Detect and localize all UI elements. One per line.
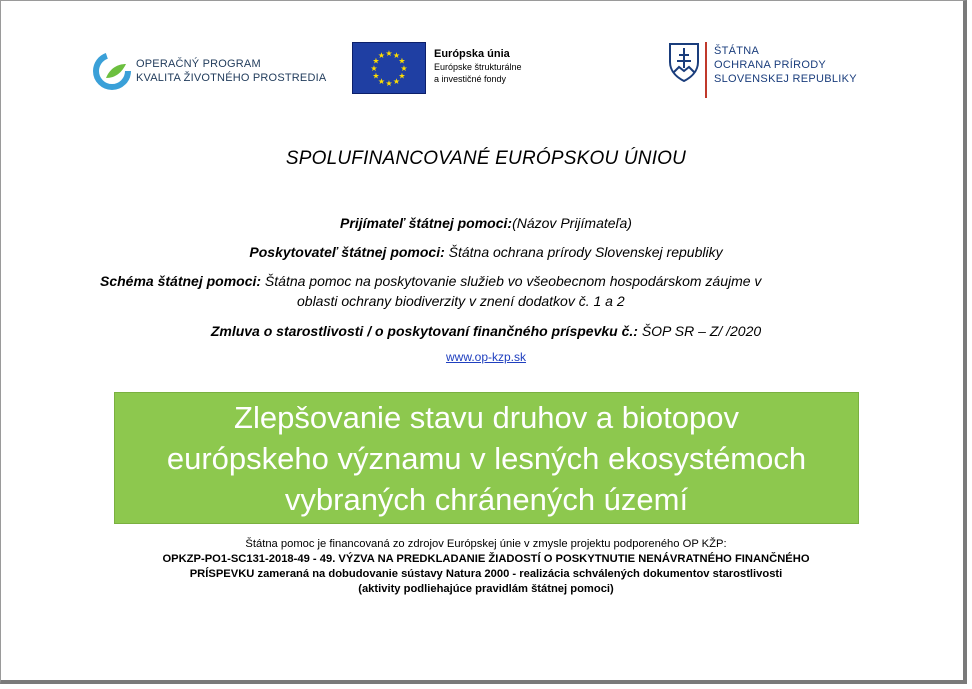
footer-line-1: Štátna pomoc je financovaná zo zdrojov Európskej únie v zmysle projektu podporeného OP KŽP: [245, 538, 727, 550]
provider-line [0, 242, 972, 262]
recipient-label: Prijímateľ štátnej pomoci: [340, 215, 513, 231]
eu-star-icon: ★ [385, 49, 393, 58]
op-kzp-line1: OPERAČNÝ PROGRAM [136, 58, 261, 70]
eu-star-icon: ★ [377, 51, 386, 61]
banner-line-3: vybraných chránených území [284, 482, 689, 517]
sop-sr-logo [668, 42, 868, 98]
sop-line3: SLOVENSKEJ REPUBLIKY [714, 73, 857, 85]
website-link[interactable]: www.op-kzp.sk [445, 350, 527, 364]
contract-line [0, 321, 972, 341]
project-title-banner [114, 392, 859, 524]
banner-line-1: Zlepšovanie stavu druhov a biotopov [234, 400, 739, 435]
sop-divider [705, 42, 707, 98]
eu-star-icon: ★ [392, 76, 401, 86]
recipient-line [0, 213, 972, 233]
footer-line-2: OPKZP-PO1-SC131-2018-49 - 49. VÝZVA NA PREDKLADANIE ŽIADOSTÍ O POSKYTNUTIE NENÁVRATNÉHO FINANČNÉHO [162, 553, 810, 565]
op-kzp-line2: KVALITA ŽIVOTNÉHO PROSTREDIA [136, 72, 327, 84]
eu-logo [352, 42, 532, 94]
sop-line1: ŠTÁTNA [714, 45, 760, 57]
scheme-value-1: Štátna pomoc na poskytovanie služieb vo všeobecnom hospodárskom záujme v [261, 273, 762, 289]
eu-star-icon: ★ [392, 51, 401, 61]
recipient-value: (Názov Prijímateľa) [512, 215, 632, 231]
eu-star-icon: ★ [370, 64, 378, 73]
scheme-value-2: oblasti ochrany biodiverzity v znení dodatkov č. 1 a 2 [297, 293, 625, 309]
scheme-label: Schéma štátnej pomoci: [100, 273, 262, 289]
eu-star-icon: ★ [372, 71, 380, 81]
eu-star-icon: ★ [400, 64, 408, 73]
footer-line-3: PRÍSPEVKU zameraná na dobudovanie sústavy Natura 2000 - realizácia schválených dokumentov starostlivosti [189, 568, 783, 580]
eu-star-icon: ★ [398, 56, 406, 66]
footer-note [90, 537, 882, 597]
sop-line2: OCHRANA PRÍRODY [714, 59, 827, 71]
eu-title: Európska únia [434, 48, 510, 60]
provider-value: Štátna ochrana prírody Slovenskej republiky [444, 244, 723, 260]
sop-shield-icon [668, 42, 700, 82]
contract-label: Zmluva o starostlivosti / o poskytovaní finančného príspevku č.: [210, 323, 638, 339]
op-kzp-icon [92, 50, 132, 92]
eu-star-icon: ★ [372, 56, 380, 66]
scheme-block [100, 271, 880, 311]
eu-star-icon: ★ [398, 71, 406, 81]
eu-star-icon: ★ [377, 76, 386, 86]
eu-sub-1: Európske štrukturálne [434, 62, 522, 72]
op-kzp-logo [92, 50, 332, 92]
cofinanced-heading: SPOLUFINANCOVANÉ EURÓPSKOU ÚNIOU [285, 148, 687, 169]
contract-value: ŠOP SR – Z/ /2020 [637, 323, 762, 339]
eu-sub-2: a investičné fondy [434, 74, 507, 84]
banner-line-2: európskeho významu v lesných ekosystémoch [166, 441, 807, 476]
eu-star-icon: ★ [385, 79, 393, 88]
provider-label: Poskytovateľ štátnej pomoci: [249, 244, 445, 260]
footer-line-4: (aktivity podliehajúce pravidlám štátnej pomoci) [358, 583, 614, 595]
eu-flag-icon [352, 42, 426, 94]
